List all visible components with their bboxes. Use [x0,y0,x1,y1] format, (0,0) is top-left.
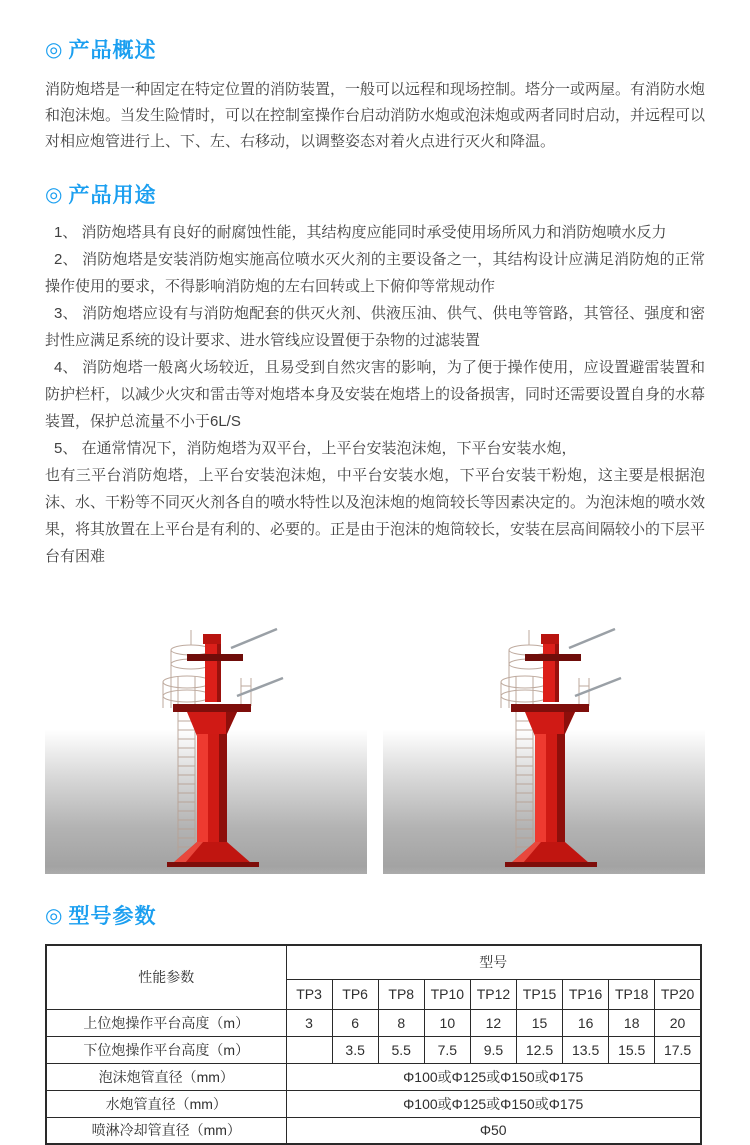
table-row [46,1063,701,1090]
cell: 12 [470,1009,516,1036]
table-row [46,1009,701,1036]
usage-heading [45,179,705,209]
model-column-header: TP8 [378,979,424,1009]
models-heading-text: 型号参数 [68,905,157,928]
span-cell: Φ100或Φ125或Φ150或Φ175 [286,1063,701,1090]
tower-photo-right [383,616,705,874]
table-group-header: 型号 [286,945,701,979]
cell: 15.5 [609,1036,655,1063]
cell: 8 [378,1009,424,1036]
usage-item-5-continuation: 也有三平台消防炮塔，上平台安装泡沫炮，中平台安装水炮，下平台安装干粉炮，这主要是根据泡沫、水、干粉等不同灭火剂各自的喷水特性以及泡沫炮的炮筒较长等因素决定的。为泡沫炮的喷水效果，将其放置在上平台是有利的、必要的。正是由于泡沫的炮筒较长，安装在层高间隔较小的下层平台有困难 [45,467,706,565]
cell: 3.5 [332,1036,378,1063]
overview-heading-text: 产品概述 [68,39,157,62]
span-cell: Φ100或Φ125或Φ150或Φ175 [286,1090,701,1117]
table-row [46,1036,701,1063]
usage-item-1: 1、 消防炮塔具有良好的耐腐蚀性能，其结构度应能同时承受使用场所风力和消防炮喷水反力 [54,224,667,241]
models-heading [45,900,705,930]
usage-heading-text: 产品用途 [68,184,157,207]
usage-item-5: 5、 在通常情况下，消防炮塔为双平台，上平台安装泡沫炮，下平台安装水炮， [54,440,577,457]
section-bullet-icon: ◎ [45,38,64,61]
row-label: 水炮管直径（mm） [46,1090,286,1117]
row-label: 上位炮操作平台高度（m） [46,1009,286,1036]
product-image-gallery [45,616,705,874]
span-cell: Φ50 [286,1117,701,1144]
table-corner-header: 性能参数 [46,945,286,1009]
model-column-header: TP12 [470,979,516,1009]
section-bullet-icon: ◎ [45,904,64,927]
cell: 15 [516,1009,562,1036]
tower-photo-left [45,616,367,874]
cell: 9.5 [470,1036,516,1063]
table-row [46,1117,701,1144]
model-parameters-table [45,944,702,1145]
row-label: 泡沫炮管直径（mm） [46,1063,286,1090]
model-column-header: TP16 [563,979,609,1009]
cell: 6 [332,1009,378,1036]
usage-item-3: 3、 消防炮塔应设有与消防炮配套的供灭火剂、供液压油、供气、供电等管路，其管径、强度和密封性应满足系统的设计要求、进水管线应设置便于杂物的过滤装置 [45,305,705,349]
model-column-header: TP18 [609,979,655,1009]
tower-illustration [383,616,705,874]
usage-item-2: 2、 消防炮塔是安装消防炮实施高位喷水灭火剂的主要设备之一，其结构设计应满足消防炮的正常操作使用的要求，不得影响消防炮的左右回转或上下俯仰等常规动作 [45,251,705,295]
row-label: 喷淋冷却管直径（mm） [46,1117,286,1144]
section-bullet-icon: ◎ [45,183,64,206]
usage-item-4: 4、 消防炮塔一般离火场较近，且易受到自然灾害的影响，为了便于操作使用，应设置避雷装置和防护栏杆，以减少火灾和雷击等对炮塔本身及安装在炮塔上的设备损害，同时还需要设置自身的水幕装置，保护总流量不小于6L/S [45,359,706,430]
usage-list [45,219,705,570]
overview-paragraph: 消防炮塔是一种固定在特定位置的消防装置，一般可以远程和现场控制。塔分一或两屋。有消防水炮和泡沫炮。当发生险情时，可以在控制室操作台启动消防水炮或泡沫炮或两者同时启动，并远程可以对相应炮管进行上、下、左、右移动，以调整姿态对着火点进行灭火和降温。 [45,81,706,150]
cell: 3 [286,1009,332,1036]
cell [286,1036,332,1063]
cell: 7.5 [424,1036,470,1063]
cell: 18 [609,1009,655,1036]
cell: 12.5 [516,1036,562,1063]
tower-illustration [45,616,367,874]
model-column-header: TP6 [332,979,378,1009]
overview-heading [45,34,705,64]
model-column-header: TP3 [286,979,332,1009]
cell: 5.5 [378,1036,424,1063]
model-column-header: TP20 [655,979,701,1009]
cell: 13.5 [563,1036,609,1063]
cell: 10 [424,1009,470,1036]
model-column-header: TP15 [516,979,562,1009]
model-column-header: TP10 [424,979,470,1009]
row-label: 下位炮操作平台高度（m） [46,1036,286,1063]
cell: 16 [563,1009,609,1036]
table-row [46,1090,701,1117]
cell: 17.5 [655,1036,701,1063]
cell: 20 [655,1009,701,1036]
